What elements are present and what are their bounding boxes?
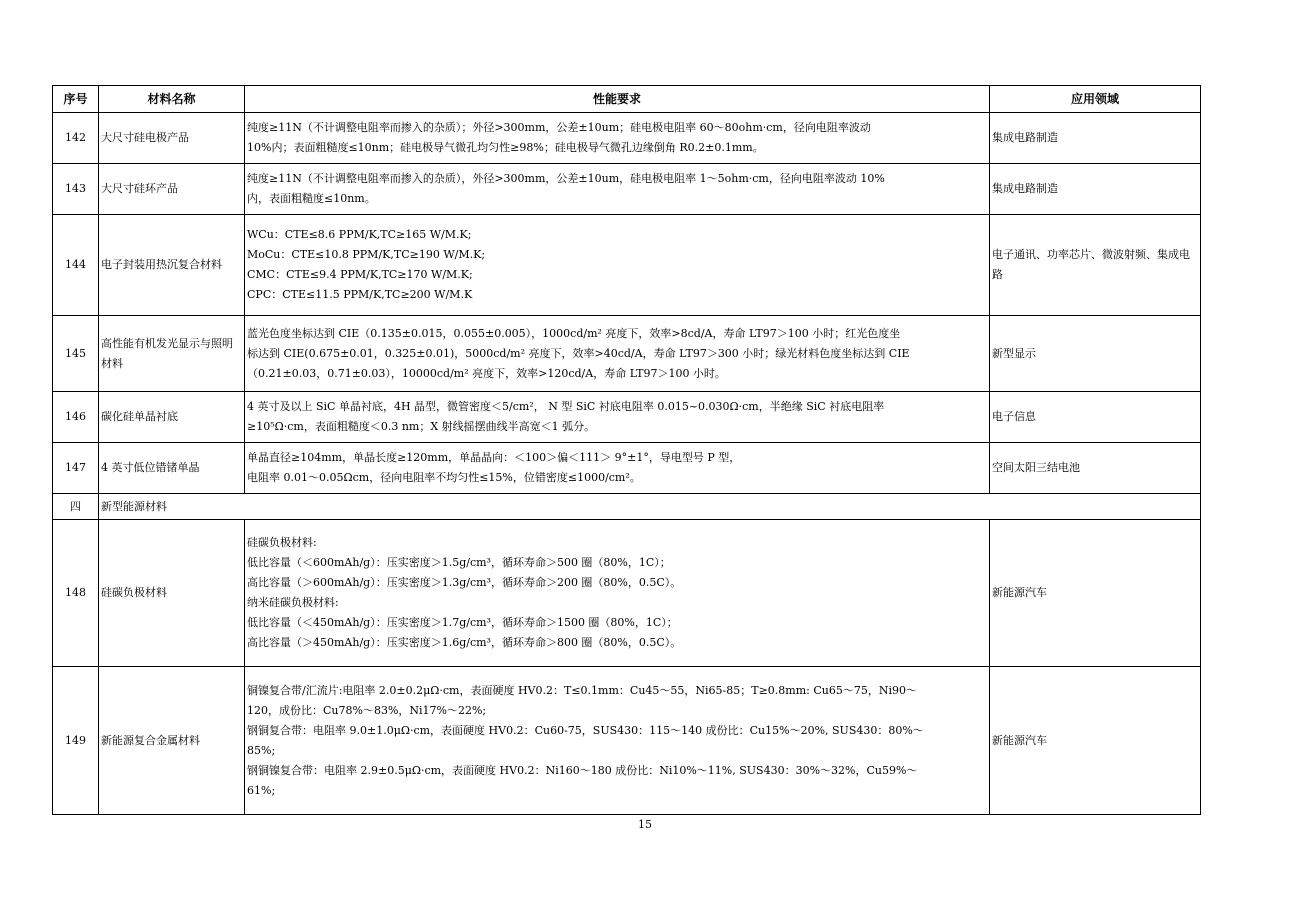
- header-material-name: 材料名称: [99, 86, 245, 113]
- row-number: 144: [53, 215, 99, 316]
- application-field: 电子通讯、功率芯片、微波射频、集成电路: [990, 215, 1201, 316]
- table-row: [53, 667, 1201, 815]
- application-field: 集成电路制造: [990, 164, 1201, 215]
- row-number: 142: [53, 113, 99, 164]
- application-field: 空间太阳三结电池: [990, 443, 1201, 494]
- application-field: 电子信息: [990, 392, 1201, 443]
- requirement-line: ≥10⁵Ω·cm，表面粗糙度＜0.3 nm；X 射线摇摆曲线半高宽＜1 弧分。: [247, 420, 596, 433]
- table-row: [53, 520, 1201, 667]
- performance-requirements: [245, 164, 990, 215]
- requirement-line: 低比容量（＜450mAh/g）：压实密度＞1.7g/cm³，循环寿命＞1500 圈（80%，1C）；: [247, 616, 678, 629]
- requirement-line: 电阻率 0.01～0.05Ωcm，径向电阻率不均匀性≤15%，位错密度≤1000/cm²。: [247, 471, 641, 484]
- requirement-line: （0.21±0.03，0.71±0.03），10000cd/m² 亮度下，效率>120cd/A，寿命 LT97＞100 小时。: [247, 366, 726, 380]
- performance-requirements: [245, 520, 990, 667]
- row-number: 148: [53, 520, 99, 667]
- requirement-line: 纯度≥11N（不计调整电阻率而掺入的杂质），外径>300mm，公差±10um，硅电极电阻率 1～5ohm·cm，径向电阻率波动 10%: [247, 172, 885, 185]
- performance-requirements: [245, 215, 990, 316]
- requirement-line: CMC：CTE≤9.4 PPM/K,TC≥170 W/M.K;: [247, 268, 473, 281]
- table-row: [53, 392, 1201, 443]
- requirement-line: 单晶直径≥104mm，单晶长度≥120mm，单晶晶向：＜100＞偏＜111＞ 9°±1°，导电型号 P 型，: [247, 451, 741, 464]
- requirement-line: 纳米硅碳负极材料:: [247, 596, 339, 609]
- material-name: 电子封装用热沉复合材料: [99, 215, 245, 316]
- application-field: 新能源汽车: [990, 520, 1201, 667]
- row-number: 145: [53, 316, 99, 392]
- performance-requirements: [245, 443, 990, 494]
- material-name: 高性能有机发光显示与照明材料: [99, 316, 245, 392]
- performance-requirements: [245, 667, 990, 815]
- requirement-line: MoCu：CTE≤10.8 PPM/K,TC≥190 W/M.K;: [247, 248, 486, 261]
- requirement-line: 硅碳负极材料:: [247, 536, 317, 549]
- requirement-line: WCu：CTE≤8.6 PPM/K,TC≥165 W/M.K;: [247, 228, 472, 241]
- table-header-row: [53, 86, 1201, 113]
- requirement-line: CPC：CTE≤11.5 PPM/K,TC≥200 W/M.K: [247, 288, 473, 301]
- requirement-line: 标达到 CIE(0.675±0.01，0.325±0.01)，5000cd/m² 亮度下，效率>40cd/A，寿命 LT97＞300 小时；绿光材料色度坐标达到 CIE: [247, 346, 910, 360]
- table-row: [53, 164, 1201, 215]
- requirement-line: 钢铜镍复合带：电阻率 2.9±0.5μΩ·cm，表面硬度 HV0.2：Ni160～180 成份比：Ni10%～11%, SUS430：30%～32%，Cu59%～: [247, 763, 918, 777]
- table-row: [53, 443, 1201, 494]
- header-no: 序号: [53, 86, 99, 113]
- requirement-line: 10%内；表面粗糙度≤10nm；硅电极导气微孔均匀性≥98%；硅电极导气微孔边缘倒角 R0.2±0.1mm。: [247, 141, 764, 154]
- requirement-line: 纯度≥11N（不计调整电阻率而掺入的杂质）；外径>300mm，公差±10um；硅电极电阻率 60～80ohm·cm，径向电阻率波动: [247, 121, 871, 134]
- page-number: 15: [638, 818, 652, 831]
- section-title: 新型能源材料: [99, 494, 1201, 520]
- section-row: [53, 494, 1201, 520]
- requirement-line: 低比容量（＜600mAh/g）：压实密度＞1.5g/cm³，循环寿命＞500 圈（80%，1C）；: [247, 556, 671, 569]
- performance-requirements: [245, 392, 990, 443]
- table-row: [53, 316, 1201, 392]
- requirement-line: 高比容量（＞600mAh/g）：压实密度＞1.3g/cm³，循环寿命＞200 圈（80%，0.5C）。: [247, 576, 682, 589]
- header-performance-requirements: 性能要求: [245, 86, 990, 113]
- material-name: 新能源复合金属材料: [99, 667, 245, 815]
- requirement-line: 120，成份比：Cu78%～83%，Ni17%～22%;: [247, 703, 487, 717]
- materials-table: [52, 85, 1201, 815]
- material-name: 碳化硅单晶衬底: [99, 392, 245, 443]
- requirement-line: 钢铜复合带：电阻率 9.0±1.0μΩ·cm，表面硬度 HV0.2：Cu60-75，SUS430：115～140 成份比：Cu15%～20%, SUS430：80%～: [247, 723, 924, 737]
- row-number: 147: [53, 443, 99, 494]
- section-number: 四: [53, 494, 99, 520]
- requirement-line: 铜镍复合带/汇流片:电阻率 2.0±0.2μΩ·cm，表面硬度 HV0.2：T≤0.1mm：Cu45～55，Ni65-85；T≥0.8mm: Cu65～75，Ni90～: [247, 683, 917, 697]
- application-field: 集成电路制造: [990, 113, 1201, 164]
- requirement-line: 61%;: [247, 783, 276, 797]
- table-row: [53, 215, 1201, 316]
- requirement-line: 蓝光色度坐标达到 CIE（0.135±0.015，0.055±0.005），1000cd/m² 亮度下，效率>8cd/A，寿命 LT97＞100 小时；红光色度坐: [247, 326, 901, 340]
- requirement-line: 高比容量（＞450mAh/g）：压实密度＞1.6g/cm³，循环寿命＞800 圈（80%，0.5C）。: [247, 636, 682, 649]
- requirement-line: 4 英寸及以上 SiC 单晶衬底，4H 晶型，微管密度＜5/cm²， N 型 SiC 衬底电阻率 0.015~0.030Ω·cm，半绝缘 SiC 衬底电阻率: [247, 400, 885, 413]
- row-number: 143: [53, 164, 99, 215]
- performance-requirements: [245, 316, 990, 392]
- material-name: 硅碳负极材料: [99, 520, 245, 667]
- row-number: 149: [53, 667, 99, 815]
- requirement-line: 内，表面粗糙度≤10nm。: [247, 192, 376, 205]
- header-application-field: 应用领域: [990, 86, 1201, 113]
- table-row: [53, 113, 1201, 164]
- requirement-line: 85%;: [247, 743, 276, 757]
- application-field: 新能源汽车: [990, 667, 1201, 815]
- material-name: 4 英寸低位错锗单晶: [99, 443, 245, 494]
- performance-requirements: [245, 113, 990, 164]
- application-field: 新型显示: [990, 316, 1201, 392]
- material-name: 大尺寸硅环产品: [99, 164, 245, 215]
- material-name: 大尺寸硅电极产品: [99, 113, 245, 164]
- row-number: 146: [53, 392, 99, 443]
